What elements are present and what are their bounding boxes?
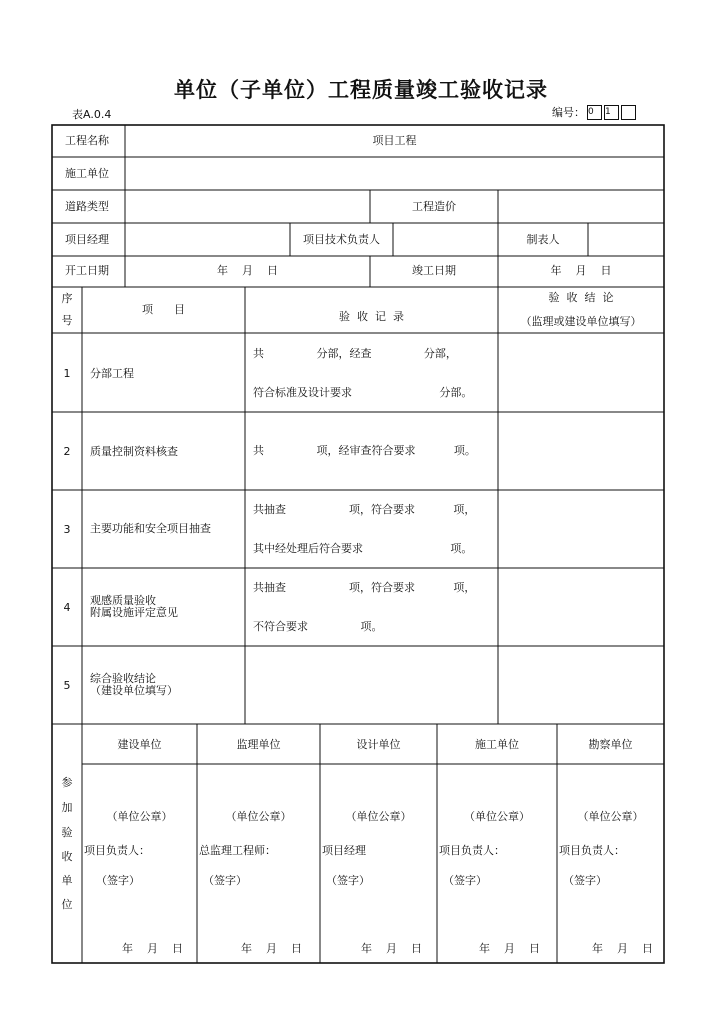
manager-label: 项目经理 xyxy=(65,233,109,246)
side-label-5: 单 xyxy=(61,874,73,887)
row-3-conclusion[interactable] xyxy=(499,491,663,567)
row-4-conclusion[interactable] xyxy=(499,569,663,645)
row-5-item-1: 综合验收结论 xyxy=(90,672,156,685)
row-4-record-1: 共抽查 项，符合要求 项， xyxy=(253,581,476,594)
unit-5-name: 勘察单位 xyxy=(588,738,633,751)
unit-3-seal: （单位公章） xyxy=(345,810,412,823)
unit-1-person: 项目负责人： xyxy=(84,844,150,857)
side-label-4: 收 xyxy=(61,850,73,863)
preparer-label: 制表人 xyxy=(526,233,560,246)
unit-2-date: 年 月 日 xyxy=(241,942,302,955)
cost-input[interactable] xyxy=(499,191,663,222)
col-record: 验 收 记 录 xyxy=(339,310,404,323)
start-date-label: 开工日期 xyxy=(65,264,109,277)
code-label: 编号： xyxy=(552,106,585,119)
col-conclusion: 验 收 结 论 xyxy=(548,291,614,304)
form-number: 表A.0.4 xyxy=(72,108,112,121)
row-5-conclusion[interactable] xyxy=(246,647,663,723)
row-2-conclusion[interactable] xyxy=(499,413,663,489)
row-1-no: 1 xyxy=(63,367,71,380)
row-2-no: 2 xyxy=(63,445,71,458)
finish-date-label: 竣工日期 xyxy=(412,264,456,277)
contractor-input[interactable] xyxy=(126,158,663,189)
contractor-label: 施工单位 xyxy=(65,167,109,180)
unit-2-person: 总监理工程师： xyxy=(199,844,276,857)
row-1-record-2: 符合标准及设计要求 分部。 xyxy=(253,386,473,399)
road-type-input[interactable] xyxy=(126,191,369,222)
unit-4-seal: （单位公章） xyxy=(464,810,530,823)
project-name-label: 工程名称 xyxy=(65,134,109,147)
unit-4-sign: （签字） xyxy=(443,874,487,887)
unit-4-name: 施工单位 xyxy=(475,738,519,751)
unit-3-person: 项目经理 xyxy=(322,844,366,857)
row-4-item-2: 附属设施评定意见 xyxy=(90,606,178,619)
unit-5-person: 项目负责人： xyxy=(559,844,625,857)
unit-3-date: 年 月 日 xyxy=(361,942,422,955)
row-3-item: 主要功能和安全项目抽查 xyxy=(90,522,211,535)
finish-date-value[interactable]: 年 月 日 xyxy=(550,264,612,277)
col-item: 项 目 xyxy=(142,303,185,316)
row-3-no: 3 xyxy=(63,523,71,536)
col-conclusion-note: （监理或建设单位填写） xyxy=(520,315,642,328)
unit-3-sign: （签字） xyxy=(326,874,370,887)
unit-2-name: 监理单位 xyxy=(236,738,281,751)
row-3-record-2: 其中经处理后符合要求 项。 xyxy=(253,542,473,555)
side-label-1: 参 xyxy=(61,776,73,789)
start-date-value[interactable]: 年 月 日 xyxy=(217,264,278,277)
side-label-2: 加 xyxy=(61,801,73,814)
unit-5-date: 年 月 日 xyxy=(592,942,653,955)
code-box-2[interactable]: 1 xyxy=(604,105,619,120)
row-4-record-2: 不符合要求 项。 xyxy=(253,620,383,633)
cost-label: 工程造价 xyxy=(412,200,456,213)
road-type-label: 道路类型 xyxy=(65,200,109,213)
row-1-record-1: 共 分部，经查 分部， xyxy=(253,347,457,360)
row-4-item-1: 观感质量验收 xyxy=(90,594,156,607)
unit-3-name: 设计单位 xyxy=(356,738,401,751)
code-box-1[interactable]: 0 xyxy=(587,105,602,120)
col-seq-1: 序 xyxy=(61,292,73,305)
unit-1-sign: （签字） xyxy=(96,874,140,887)
unit-4-date: 年 月 日 xyxy=(479,942,540,955)
row-5-no: 5 xyxy=(63,679,71,692)
row-1-conclusion[interactable] xyxy=(499,334,663,411)
row-1-item: 分部工程 xyxy=(90,367,134,380)
col-seq-2: 号 xyxy=(61,314,73,327)
page-title: 单位（子单位）工程质量竣工验收记录 xyxy=(174,78,548,102)
unit-1-name: 建设单位 xyxy=(117,738,162,751)
unit-1-date: 年 月 日 xyxy=(122,942,183,955)
project-name-value[interactable]: 项目工程 xyxy=(372,134,417,147)
unit-4-person: 项目负责人： xyxy=(439,844,505,857)
unit-1-seal: （单位公章） xyxy=(106,810,173,823)
row-5-item-2: （建设单位填写） xyxy=(90,684,178,697)
manager-input[interactable] xyxy=(126,224,289,255)
side-label-6: 位 xyxy=(61,898,73,911)
tech-lead-input[interactable] xyxy=(394,224,497,255)
unit-5-sign: （签字） xyxy=(563,874,607,887)
unit-2-sign: （签字） xyxy=(203,874,247,887)
side-label-3: 验 xyxy=(61,826,73,839)
row-2-record-1: 共 项，经审查符合要求 项。 xyxy=(253,444,476,457)
row-3-record-1: 共抽查 项，符合要求 项， xyxy=(253,503,476,516)
row-2-item: 质量控制资料核查 xyxy=(90,445,178,458)
preparer-input[interactable] xyxy=(589,224,663,255)
row-4-no: 4 xyxy=(63,601,71,614)
unit-2-seal: （单位公章） xyxy=(225,810,292,823)
unit-5-seal: （单位公章） xyxy=(577,810,644,823)
tech-lead-label: 项目技术负责人 xyxy=(303,233,380,246)
